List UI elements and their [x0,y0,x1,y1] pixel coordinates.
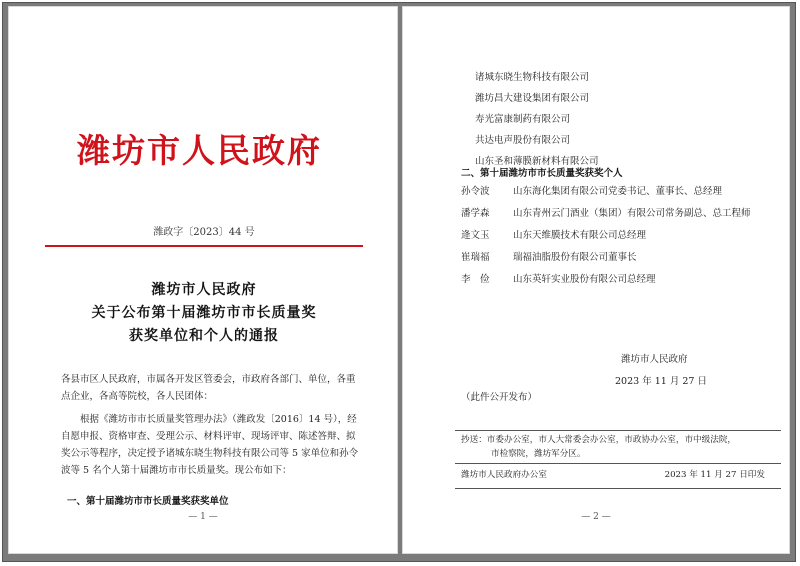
awardee-title: 山东英轩实业股份有限公司总经理 [513,274,656,285]
awardee-name: 逄文玉 [461,230,490,241]
list-item: 寿光富康制药有限公司 [475,114,571,125]
heading-line-3: 获奖单位和个人的通报 [129,328,279,344]
section-heading-units: 一、第十届潍坊市市长质量奖获奖单位 [67,496,229,507]
rule-line [455,430,781,431]
rule-line [455,463,781,464]
award-unit-list [475,67,599,172]
list-item: 潍坊昌大建设集团有限公司 [475,93,590,104]
salutation: 各县市区人民政府，市属各开发区管委会，市政府各部门、单位，各重点企业，各高等院校，各人民团体： [61,374,356,402]
body-paragraph: 根据《潍坊市市长质量奖管理办法》（潍政发〔2016〕14 号），经自愿申报、资格审查、受理公示、材料评审、现场评审、陈述答辩、拟奖公示等程序，决定授予诸城东晓生物科技有限公司等 5 家单位和孙令波等 5 名个人第十届潍坊市市长质量奖。现公布如下： [61,414,359,476]
page-number: — 2 — [581,512,611,522]
right-page [402,6,790,554]
list-item: 山东圣和薄膜新材料有限公司 [475,156,599,167]
awardee-title: 山东青州云门酒业（集团）有限公司常务副总、总工程师 [513,208,751,219]
awardee-list [461,183,781,293]
section-heading-individuals: 二、第十届潍坊市市长质量奖获奖个人 [461,168,623,179]
government-letterhead: 潍坊市人民政府 [77,131,322,170]
awardee-name: 孙令波 [461,186,490,197]
issuer-signature: 潍坊市人民政府 [621,354,688,365]
awardee-name: 李 俭 [461,274,490,285]
awardee-title: 山东海化集团有限公司党委书记、董事长、总经理 [513,186,723,197]
publication-note: （此件公开发布） [461,392,538,403]
cc-line: 市检察院，潍坊军分区。 [491,449,586,459]
red-divider-line [45,245,363,247]
awardee-title: 瑞福油脂股份有限公司董事长 [513,252,637,263]
awardee-row [461,183,781,201]
rule-line [455,488,781,489]
issue-date: 2023 年 11 月 27 日 [615,376,707,387]
awardee-row [461,205,781,223]
awardee-row [461,227,781,245]
document-number: 潍政字〔2023〕44 号 [153,227,255,238]
awardee-name: 崔瑞福 [461,252,490,263]
heading-line-2: 关于公布第十届潍坊市市长质量奖 [91,305,317,321]
heading-line-1: 潍坊市人民政府 [151,282,257,298]
print-date: 2023 年 11 月 27 日印发 [664,470,765,480]
awardee-row [461,249,781,267]
list-item: 共达电声股份有限公司 [475,135,571,146]
awardee-title: 山东天维膜技术有限公司总经理 [513,230,647,241]
list-item: 诸城东晓生物科技有限公司 [475,72,590,83]
left-page [8,6,398,554]
cc-block [461,433,773,461]
page-number: — 1 — [188,512,218,522]
issuing-office: 潍坊市人民政府办公室 [461,470,547,480]
cc-line: 抄送：市委办公室，市人大常委会办公室，市政协办公室，市中级法院， [461,435,737,445]
awardee-row [461,271,781,289]
awardee-name: 潘学森 [461,208,490,219]
